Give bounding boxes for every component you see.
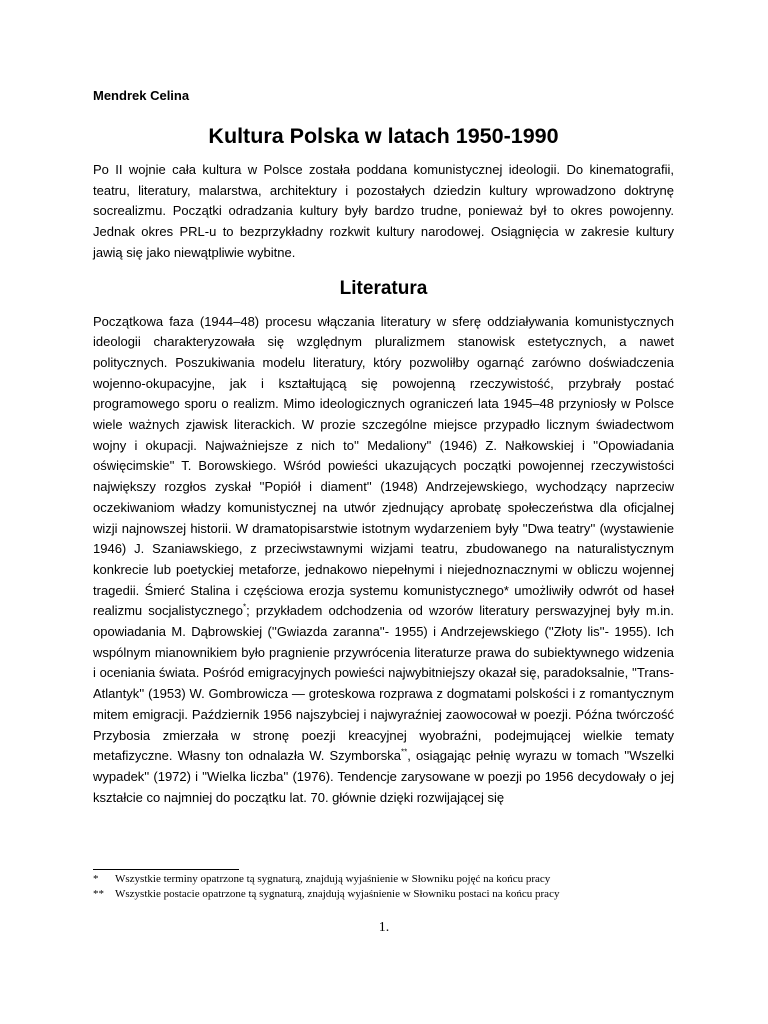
intro-paragraph: Po II wojnie cała kultura w Polsce została poddana komunistycznej ideologii. Do kinematografii, teatru, literatury, malarstwa, architektury i pozostałych dziedzin kultury wprowadzono doktrynę socrealizmu. Początki odradzania kultury były bardzo trudne, ponieważ był to okres powojenny. Jednak okres PRL-u to bezprzykładny rozkwit kultury narodowej. Osiągnięcia w zakresie kultury jawią się jako niewątpliwie wybitne. [93,162,674,260]
footnote-ref-double: ** [401,747,408,757]
author-name: Mendrek Celina [93,88,190,103]
footnote-item [93,887,674,902]
paragraph-text-part-1: Początkowa faza (1944–48) procesu włączania literatury w sferę oddziaływania komunistycznych ideologii charakteryzowała się względnym pluralizmem stanowisk estetycznych, a nawet politycznych. Poszukiwania modelu literatury, który pozwoliłby ogarnąć zarówno doświadczenia wojenno-okupacyjne, jak i kształtującą się powojenną rzeczywistość, przybrały postać programowego sporu o realizm. Mimo ideologicznych ograniczeń lata 1945–48 przyniosły w Polsce wiele ważnych zjawisk literackich. W prozie szczególne miejsce przypadło licznym świadectwom wojny i okupacji. Najważniejsze z nich to'' Medaliony'' (1946) Z. Nałkowskiej i ''Opowiadania oświęcimskie'' T. Borowskiego. Wśród powieści ukazujących początki powojennej rzeczywistości największy rozgłos zyskał ''Popiół i diament'' (1948) Andrzejewskiego, wychodzący naprzeciw oczekiwaniom władzy komunistycznej na utwór zjednujący aprobatę społeczeństwa dla oficjalnej wizji najnowszej historii. W dramatopisarstwie istotnym wydarzeniem były ''Dwa teatry'' (wystawienie 1946) J. Szaniawskiego, z przeciwstawnymi wizjami teatru, zbudowanego na naturalistycznym konkrecie lub poetyckiej metaforze, jednakowo niepełnymi i niejednoznacznymi w obliczu wojennej tragedii. Śmierć Stalina i częściowa erozja systemu komunistycznego* umożliwiły odwrót od haseł realizmu socjalistycznego [93,313,674,619]
document-title: Kultura Polska w latach 1950-1990 [208,124,559,148]
footnote-ref-single: * [242,603,247,613]
footnote-mark: ** [93,888,104,900]
section-heading: Literatura [339,277,428,299]
footnote-text: Wszystkie postacie opatrzone tą sygnaturą, znajdują wyjaśnienie w Słowniku postaci na końcu pracy [115,888,560,900]
page-content [93,86,674,808]
page-number: 1. [378,920,390,935]
footnotes [93,872,674,902]
footnote-divider [93,869,239,870]
paragraph-text-part-3: , osiągając pełnię wyrazu w tomach ''Wszelki wypadek'' (1972) i ''Wielka liczba'' (1976). Tendencje zarysowane w poezji po 1956 decydowały o jej kształcie co najmniej do początku lat. 70. głównie dzięki rozwijającej się [93,748,674,805]
footnote-text: Wszystkie terminy opatrzone tą sygnaturą, znajdują wyjaśnienie w Słowniku pojęć na końcu pracy [115,873,551,885]
footnote-item [93,872,674,887]
paragraph-text-part-2: ; przykładem odchodzenia od wzorów literatury perswazyjnej były m.in. opowiadania M. Dąbrowskiej (''Gwiazda zaranna''- 1955) i Andrzejewskiego (''Złoty lis''- 1955). Ich wspólnym mianownikiem było pragnienie przywrócenia literaturze prawa do subiektywnego widzenia i oceniania świata. Pośród emigracyjnych powieści najwybitniejszy okazał się, paradoksalnie, ''Trans-Atlantyk'' (1953) W. Gombrowicza — groteskowa rozprawa z dogmatami polskości i z romantycznym mitem emigracji. Październik 1956 najszybciej i najwyraźniej zaowocował w poezji. Późna twórczość Przybosia zmierzała w stronę poezji kreacyjnej wyobraźni, podejmującej wielkie tematy metafizyczne. Własny ton odnalazła W. Szymborska [93,603,674,764]
literature-paragraph [93,312,674,809]
footnote-mark: * [93,873,99,885]
